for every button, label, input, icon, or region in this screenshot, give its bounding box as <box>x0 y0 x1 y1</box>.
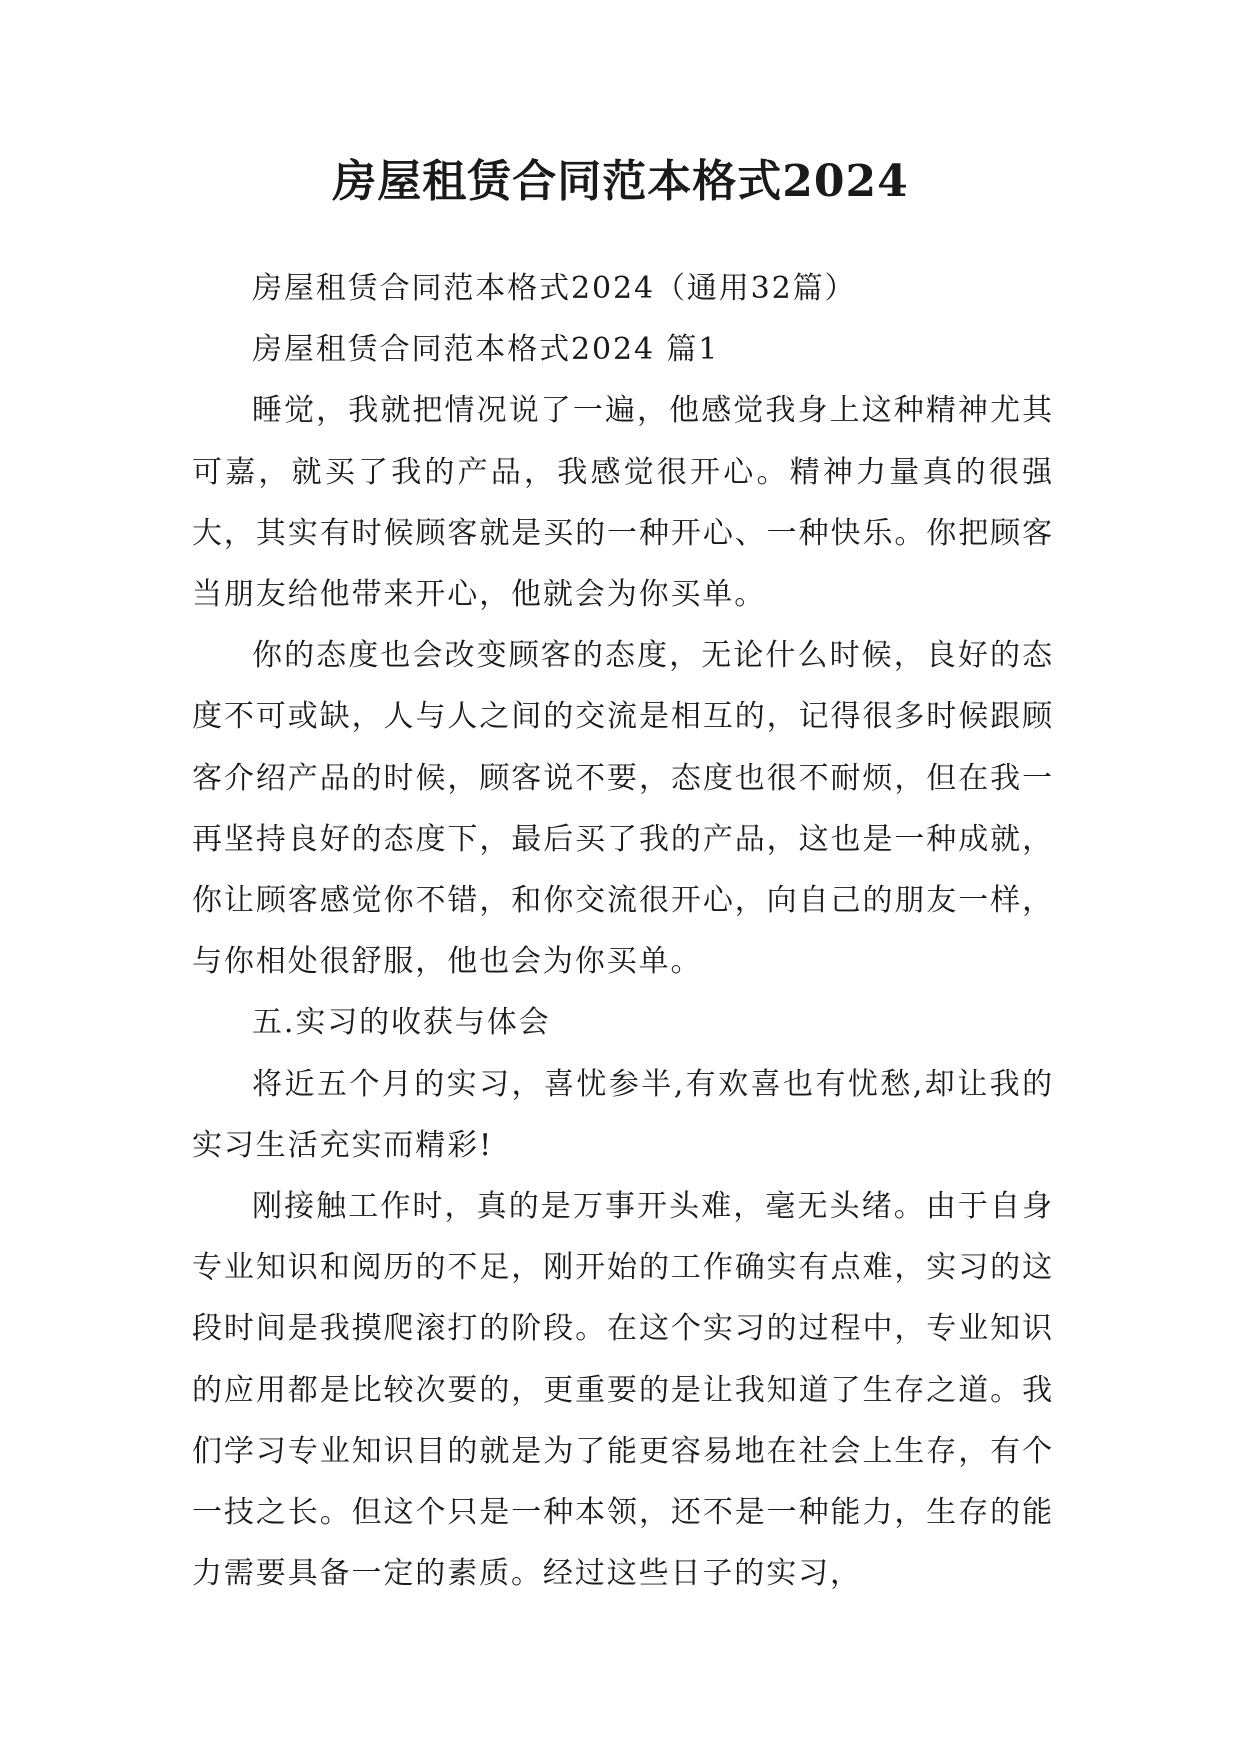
paragraph-section-heading: 房屋租赁合同范本格式2024 篇1 <box>252 332 720 368</box>
paragraph-heading: 五.实习的收获与体会 <box>252 1005 551 1041</box>
document-body <box>192 258 1054 1604</box>
paragraph: 将近五个月的实习，喜忧参半,有欢喜也有忧愁,却让我的实习生活充实而精彩! <box>192 1066 1054 1163</box>
paragraph-subtitle: 房屋租赁合同范本格式2024（通用32篇） <box>252 271 857 306</box>
paragraph: 你的态度也会改变顾客的态度，无论什么时候，良好的态度不可或缺，人与人之间的交流是相互的，记得很多时候跟顾客介绍产品的时候，顾客说不要，态度也很不耐烦，但在我一再坚持良好的态度下，最后买了我的产品，这也是一种成就，你让顾客感觉你不错，和你交流很开心，向自己的朋友一样，与你相处很舒服，他也会为你买单。 <box>192 638 1054 980</box>
paragraph: 刚接触工作时，真的是万事开头难，毫无头绪。由于自身专业知识和阅历的不足，刚开始的工作确实有点难，实习的这段时间是我摸爬滚打的阶段。在这个实习的过程中，专业知识的应用都是比较次要的，更重要的是让我知道了生存之道。我们学习专业知识目的就是为了能更容易地在社会上生存，有个一技之长。但这个只是一种本领，还不是一种能力，生存的能力需要具备一定的素质。经过这些日子的实习， <box>192 1189 1054 1592</box>
paragraph: 睡觉，我就把情况说了一遍，他感觉我身上这种精神尤其可嘉，就买了我的产品，我感觉很开心。精神力量真的很强大，其实有时候顾客就是买的一种开心、一种快乐。你把顾客当朋友给他带来开心，他就会为你买单。 <box>192 393 1054 613</box>
document-title: 房屋租赁合同范本格式2024 <box>332 156 909 207</box>
